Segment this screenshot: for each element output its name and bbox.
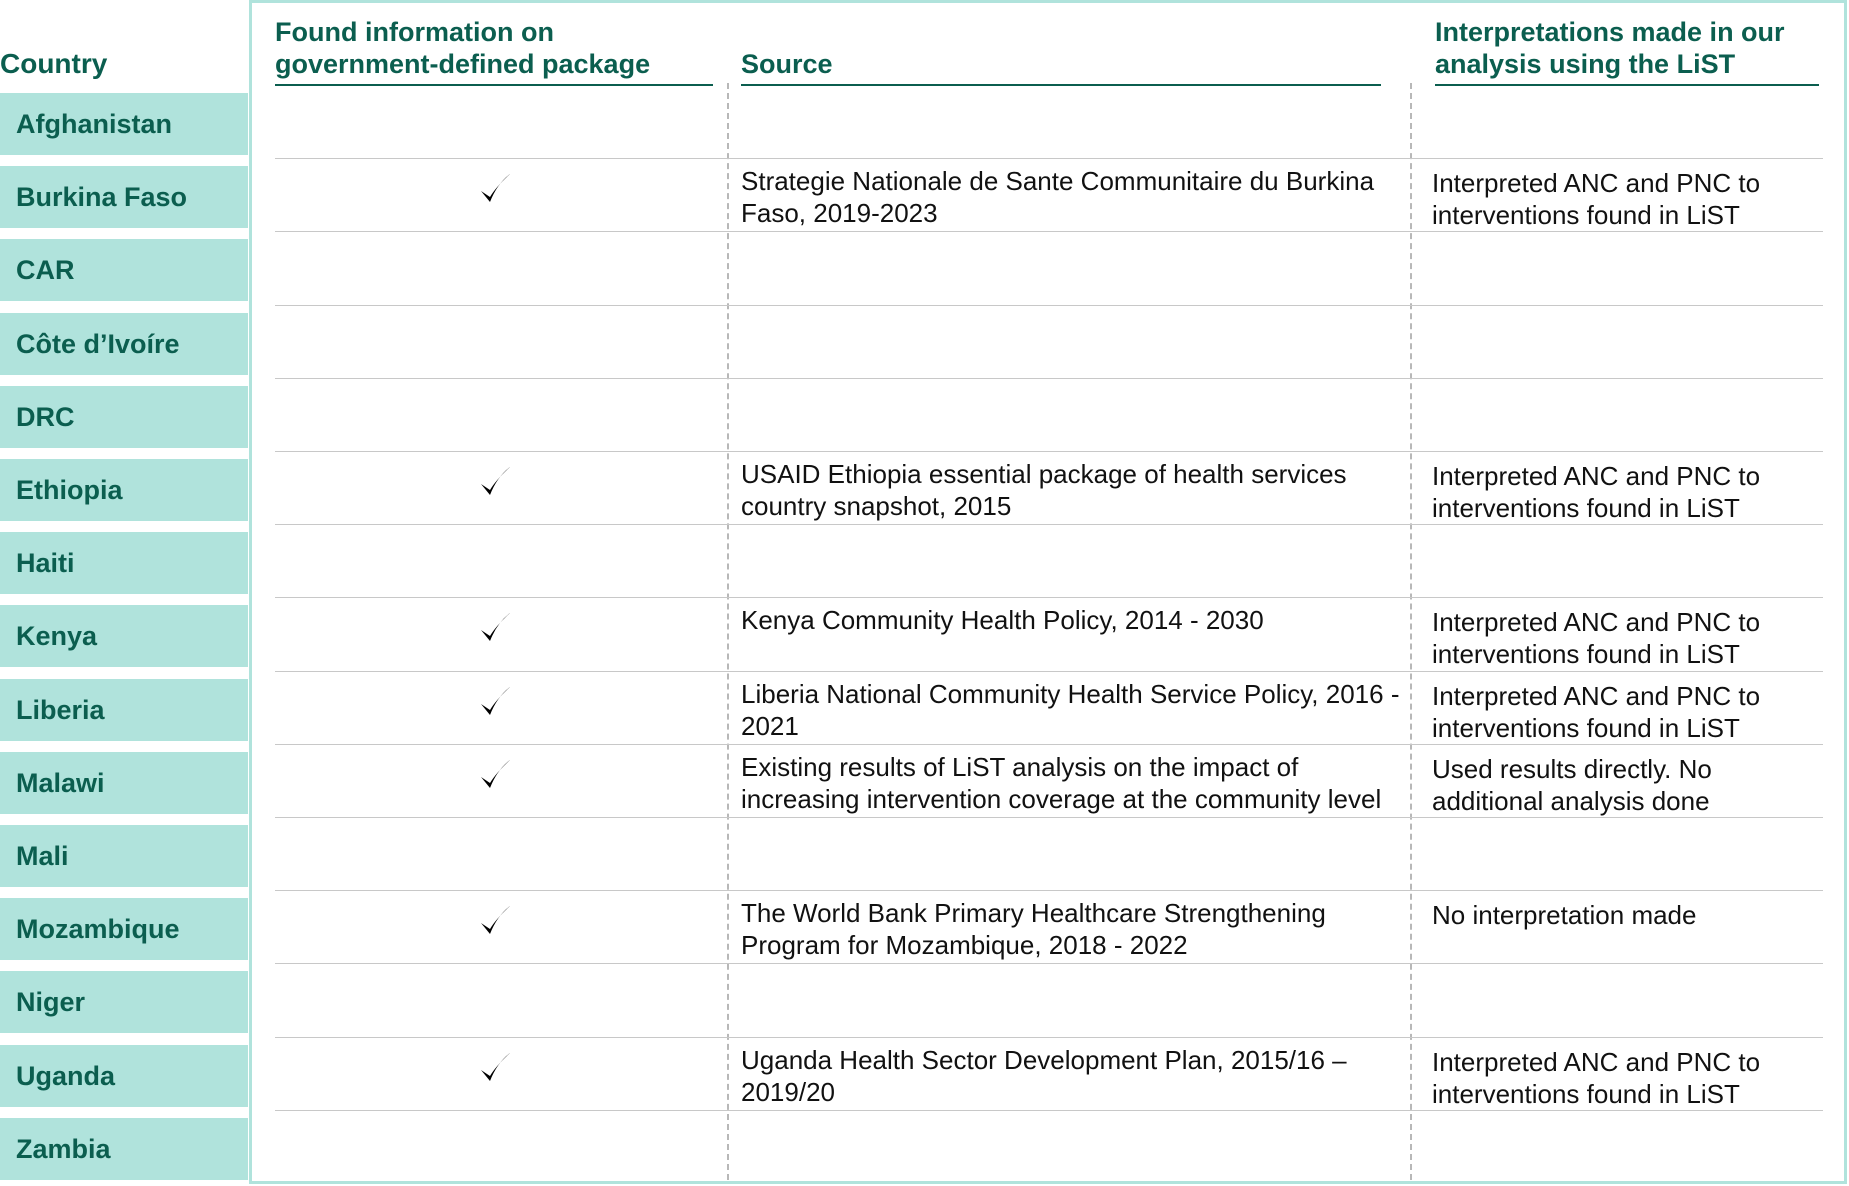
row-divider <box>275 597 1823 598</box>
row-divider <box>275 231 1823 232</box>
row-divider <box>275 1037 1823 1038</box>
country-label: Uganda <box>0 1045 248 1107</box>
row-divider <box>275 963 1823 964</box>
found-column-header-text: Found information on government-defined package <box>275 17 651 79</box>
country-label: Mali <box>0 825 248 887</box>
country-label: Niger <box>0 971 248 1033</box>
source-column-header <box>741 16 1381 86</box>
interpretation-cell: Interpreted ANC and PNC to interventions found in LiST <box>1432 168 1761 230</box>
country-label: DRC <box>0 386 248 448</box>
source-cell: USAID Ethiopia essential package of health services country snapshot, 2015 <box>741 459 1347 521</box>
checkmark-icon <box>478 171 512 209</box>
row-divider <box>275 1110 1823 1111</box>
country-label: Malawi <box>0 752 248 814</box>
row-divider <box>275 378 1823 379</box>
checkmark-icon <box>478 610 512 648</box>
source-cell: The World Bank Primary Healthcare Strengthening Program for Mozambique, 2018 - 2022 <box>741 898 1326 960</box>
checkmark-icon <box>478 684 512 722</box>
country-column-header: Country <box>0 48 108 79</box>
row-divider <box>275 890 1823 891</box>
column-divider-source <box>727 83 729 1180</box>
checkmark-icon <box>478 757 512 795</box>
checkmark-icon <box>478 1050 512 1088</box>
source-cell: Strategie Nationale de Sante Communitaire du Burkina Faso, 2019-2023 <box>741 166 1375 228</box>
row-divider <box>275 305 1823 306</box>
country-label: Côte d’Ivoíre <box>0 313 248 375</box>
interpretation-cell: Interpreted ANC and PNC to interventions found in LiST <box>1432 461 1761 523</box>
interpretation-cell: Interpreted ANC and PNC to interventions found in LiST <box>1432 607 1761 669</box>
source-cell: Kenya Community Health Policy, 2014 - 2030 <box>741 605 1264 635</box>
source-cell: Uganda Health Sector Development Plan, 2015/16 – 2019/20 <box>741 1045 1347 1107</box>
interpretation-cell: Interpreted ANC and PNC to interventions found in LiST <box>1432 1047 1761 1109</box>
row-divider <box>275 671 1823 672</box>
interpretations-column-header <box>1435 16 1819 86</box>
country-label: Liberia <box>0 679 248 741</box>
country-label: Afghanistan <box>0 93 248 155</box>
row-divider <box>275 451 1823 452</box>
interpretation-cell: Interpreted ANC and PNC to interventions found in LiST <box>1432 681 1761 743</box>
country-label: Zambia <box>0 1118 248 1180</box>
source-column-header-text: Source <box>741 49 833 79</box>
country-label: Ethiopia <box>0 459 248 521</box>
country-label: Haiti <box>0 532 248 594</box>
row-divider <box>275 744 1823 745</box>
column-divider-interpretations <box>1410 83 1412 1180</box>
interpretation-cell: No interpretation made <box>1432 900 1697 930</box>
row-divider <box>275 158 1823 159</box>
row-divider <box>275 524 1823 525</box>
row-divider <box>275 817 1823 818</box>
country-label: Mozambique <box>0 898 248 960</box>
checkmark-icon <box>478 903 512 941</box>
country-label: Kenya <box>0 605 248 667</box>
interpretations-column-header-text: Interpretations made in our analysis using the LiST <box>1435 17 1785 79</box>
interpretation-cell: Used results directly. No additional analysis done <box>1432 754 1712 816</box>
country-label: Burkina Faso <box>0 166 248 228</box>
checkmark-icon <box>478 464 512 502</box>
source-cell: Existing results of LiST analysis on the impact of increasing intervention coverage at the community level <box>741 752 1382 814</box>
country-label: CAR <box>0 239 248 301</box>
found-column-header <box>275 16 713 86</box>
source-cell: Liberia National Community Health Service Policy, 2016 - 2021 <box>741 679 1400 741</box>
